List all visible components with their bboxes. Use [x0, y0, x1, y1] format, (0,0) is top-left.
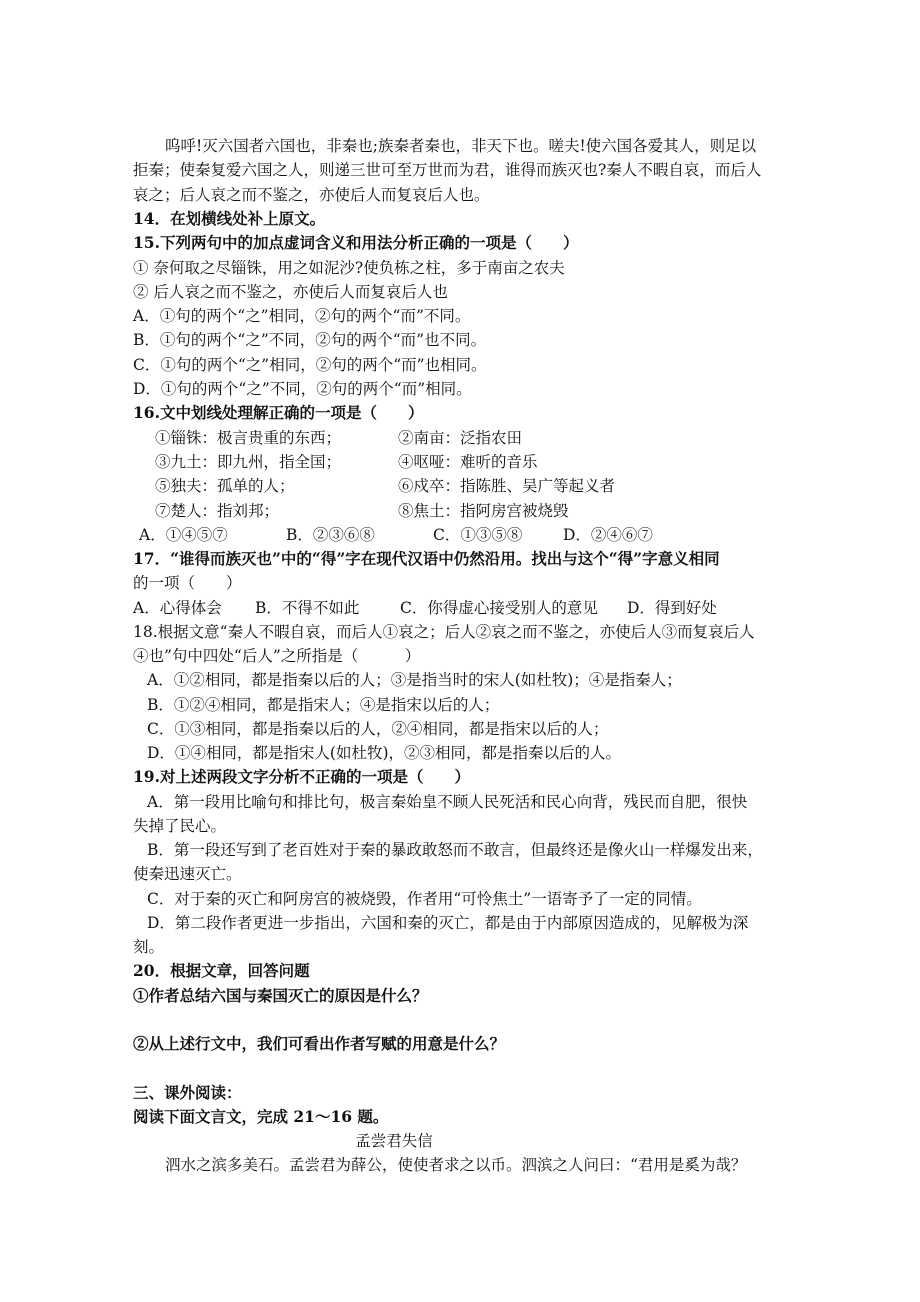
question-18-title-line-1: 18.根据文意“秦人不暇自哀，而后人①哀之；后人②哀之而不鉴之，亦使后人③而复哀后人 [133, 623, 755, 641]
question-14-title: 14．在划横线处补上原文。 [133, 209, 326, 228]
question-15-sentence-2: ② 后人哀之而不鉴之，亦使后人而复哀后人也 [133, 283, 448, 301]
question-16-option-c: C．①③⑤⑧ [433, 526, 523, 544]
question-19-option-b-line-1: B．第一段还写到了老百姓对于秦的暴政敢怒而不敢言，但最终还是像火山一样爆发出来， [147, 841, 763, 859]
section-3-instruction: 阅读下面文言文，完成 21～16 题。 [133, 1107, 389, 1126]
question-16-item-3: ③九土：即九州，指全国； [155, 453, 342, 471]
question-19-option-c: C．对于秦的灭亡和阿房宫的被烧毁，作者用“可怜焦土”一语寄予了一定的同情。 [147, 890, 702, 908]
question-16-item-7: ⑦楚人：指刘邦； [155, 502, 280, 520]
question-17-option-a: A．心得体会 [133, 599, 222, 617]
question-16-item-2: ②南亩：泛指农田 [398, 429, 523, 447]
question-16-option-b: B．②③⑥⑧ [286, 526, 375, 544]
question-15-option-d: D．①句的两个“之”不同，②句的两个“而”相同。 [133, 380, 472, 398]
question-19-option-b-line-2: 使秦迅速灭亡。 [133, 865, 242, 883]
question-16-item-5: ⑤独夫：孤单的人； [155, 477, 295, 495]
essay-title: 孟尝君失信 [355, 1132, 433, 1150]
question-17-option-d: D．得到好处 [627, 599, 717, 617]
question-16-item-8: ⑧焦土：指阿房宫被烧毁 [398, 502, 569, 520]
section-3-heading: 三、课外阅读： [133, 1083, 242, 1102]
passage-line-3: 哀之；后人哀之而不鉴之，亦使后人而复哀后人也。 [133, 186, 490, 204]
question-18-option-c: C．①③相同，都是指秦以后的人，②④相同，都是指宋以后的人； [147, 720, 609, 738]
question-16-option-d: D．②④⑥⑦ [563, 526, 653, 544]
question-19-option-a-line-1: A．第一段用比喻句和排比句，极言秦始皇不顾人民死活和民心向背，残民而自肥，很快 [147, 793, 748, 811]
question-18-option-d: D．①④相同，都是指宋人(如杜牧)，②③相同，都是指秦以后的人。 [147, 744, 622, 762]
question-19-option-d-line-1: D．第二段作者更进一步指出，六国和秦的灭亡，都是由于内部原因造成的，见解极为深 [147, 914, 749, 932]
question-15-sentence-1: ① 奈何取之尽锱铢，用之如泥沙?使负栋之柱，多于南亩之农夫 [133, 259, 565, 277]
question-18-option-b: B．①②④相同，都是指宋人；④是指宋以后的人； [147, 696, 500, 714]
passage-line-1: 呜呼!灭六国者六国也，非秦也;族秦者秦也，非天下也。嗟夫!使六国各爱其人，则足以 [165, 137, 757, 155]
question-19-title: 19.对上述两段文字分析不正确的一项是（ ） [133, 767, 470, 786]
question-17-title-line-1: 17．“谁得而族灭也”中的“得”字在现代汉语中仍然沿用。找出与这个“得”字意义相同 [133, 549, 720, 568]
question-18-title-line-2: ④也”句中四处“后人”之所指是（ ） [133, 647, 421, 665]
question-19-option-d-line-2: 刻。 [133, 938, 165, 956]
question-17-option-b: B．不得不如此 [255, 599, 360, 617]
question-16-title: 16.文中划线处理解正确的一项是（ ） [133, 403, 424, 422]
passage-line-2: 拒秦；使秦复爱六国之人，则递三世可至万世而为君，谁得而族灭也?秦人不暇自哀，而后人 [133, 161, 762, 179]
question-15-option-a: A．①句的两个“之”相同，②句的两个“而”不同。 [133, 307, 471, 325]
question-20-sub-2: ②从上述行文中，我们可看出作者写赋的用意是什么？ [133, 1034, 506, 1053]
question-20-title: 20．根据文章，回答问题 [133, 961, 310, 980]
question-16-item-6: ⑥戍卒：指陈胜、吴广等起义者 [398, 477, 616, 495]
question-16-item-1: ①锱铢：极言贵重的东西； [155, 429, 342, 447]
essay-line-1: 泗水之滨多美石。孟尝君为薛公，使使者求之以币。泗滨之人问曰：“君用是奚为哉？ [165, 1156, 747, 1174]
question-18-option-a: A．①②相同，都是指秦以后的人；③是指当时的宋人(如杜牧)；④是指秦人； [147, 671, 682, 689]
question-15-title: 15.下列两句中的加点虚词含义和用法分析正确的一项是（ ） [133, 233, 579, 252]
question-16-item-4: ④呕哑：难听的音乐 [398, 453, 538, 471]
question-16-option-a: A．①④⑤⑦ [139, 526, 228, 544]
question-17-title-line-2: 的一项（ ） [133, 574, 242, 592]
question-15-option-c: C．①句的两个“之”相同，②句的两个“而”也相同。 [133, 356, 487, 374]
question-15-option-b: B．①句的两个“之”不同，②句的两个“而”也不同。 [133, 331, 487, 349]
question-19-option-a-line-2: 失掉了民心。 [133, 817, 227, 835]
question-17-option-c: C．你得虚心接受别人的意见 [400, 599, 598, 617]
question-20-sub-1: ①作者总结六国与秦国灭亡的原因是什么？ [133, 986, 428, 1005]
